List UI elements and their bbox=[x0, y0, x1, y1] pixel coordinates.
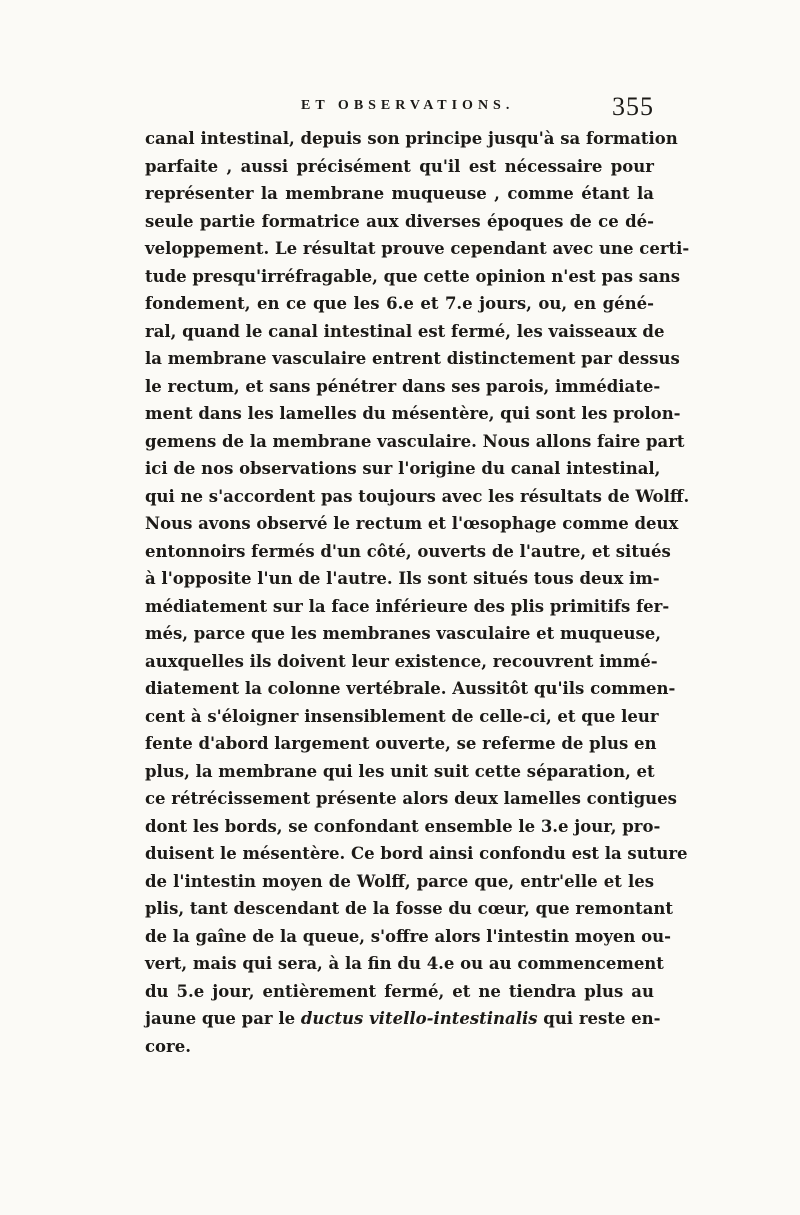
italic-term: ductus vitello-intestinalis bbox=[300, 1009, 538, 1028]
text-line: gemens de la membrane vasculaire. Nous allons faire part bbox=[145, 431, 685, 451]
text-line: canal intestinal, depuis son principe jusqu'à sa formation bbox=[145, 129, 678, 148]
text-line: parfaite , aussi précisément qu'il est nécessaire pour bbox=[145, 156, 654, 176]
text-line: à l'opposite l'un de l'autre. Ils sont situés tous deux im- bbox=[145, 569, 660, 588]
text-line: diatement la colonne vertébrale. Aussitôt qu'ils commen- bbox=[145, 679, 676, 698]
text-line: més, parce que les membranes vasculaire et muqueuse, bbox=[145, 624, 662, 643]
text-line: plis, tant descendant de la fosse du cœur, que remontant bbox=[145, 899, 674, 918]
text-line: tude presqu'irréfragable, que cette opinion n'est pas sans bbox=[145, 266, 681, 286]
text-line: fondement, en ce que les 6.e et 7.e jours, ou, en géné- bbox=[145, 294, 654, 313]
text-line: auxquelles ils doivent leur existence, recouvrent immé- bbox=[145, 651, 658, 671]
text-line: qui ne s'accordent pas toujours avec les résultats de Wolff. bbox=[145, 486, 690, 506]
text-line: du 5.e jour, entièrement fermé, et ne tiendra plus au bbox=[145, 981, 654, 1001]
page-number: 355 bbox=[612, 92, 654, 121]
text-line: de la gaîne de la queue, s'offre alors l'intestin moyen ou- bbox=[145, 926, 671, 946]
text-line: la membrane vasculaire entrent distinctement par dessus bbox=[145, 349, 680, 368]
text-line: dont les bords, se confondant ensemble le 3.e jour, pro- bbox=[145, 816, 661, 836]
text-line: veloppement. Le résultat prouve cependant avec une certi- bbox=[145, 239, 690, 258]
text-line: ce rétrécissement présente alors deux lamelles contigues bbox=[145, 789, 677, 808]
text-line: fente d'abord largement ouverte, se referme de plus en bbox=[145, 734, 657, 753]
text-line: Nous avons observé le rectum et l'œsophage comme deux bbox=[145, 514, 679, 533]
text-line: représenter la membrane muqueuse , comme étant la bbox=[145, 184, 654, 203]
text-line: duisent le mésentère. Ce bord ainsi confondu est la suture bbox=[145, 844, 688, 863]
text-line: plus, la membrane qui les unit suit cette séparation, et bbox=[145, 761, 655, 781]
text-line: vert, mais qui sera, à la fin du 4.e ou au commencement bbox=[145, 954, 664, 973]
text-line: seule partie formatrice aux diverses époques de ce dé- bbox=[145, 211, 654, 231]
running-title: ET OBSERVATIONS. bbox=[301, 98, 515, 113]
text-line: core. bbox=[145, 1036, 191, 1056]
text-line: cent à s'éloigner insensiblement de celle-ci, et que leur bbox=[145, 706, 659, 726]
text-line: ici de nos observations sur l'origine du canal intestinal, bbox=[145, 459, 661, 478]
text-line: ment dans les lamelles du mésentère, qui sont les prolon- bbox=[145, 404, 681, 423]
text-line: jaune que par le ductus vitello-intestinalis qui reste en- bbox=[145, 1009, 661, 1028]
text-line: de l'intestin moyen de Wolff, parce que, entr'elle et les bbox=[145, 871, 654, 891]
text-line: ral, quand le canal intestinal est fermé, les vaisseaux de bbox=[145, 321, 665, 341]
body-text bbox=[145, 125, 690, 1060]
text-line: médiatement sur la face inférieure des plis primitifs fer- bbox=[145, 596, 670, 616]
text-line: entonnoirs fermés d'un côté, ouverts de l'autre, et situés bbox=[145, 541, 671, 561]
text-line: le rectum, et sans pénétrer dans ses parois, immédiate- bbox=[145, 376, 661, 396]
